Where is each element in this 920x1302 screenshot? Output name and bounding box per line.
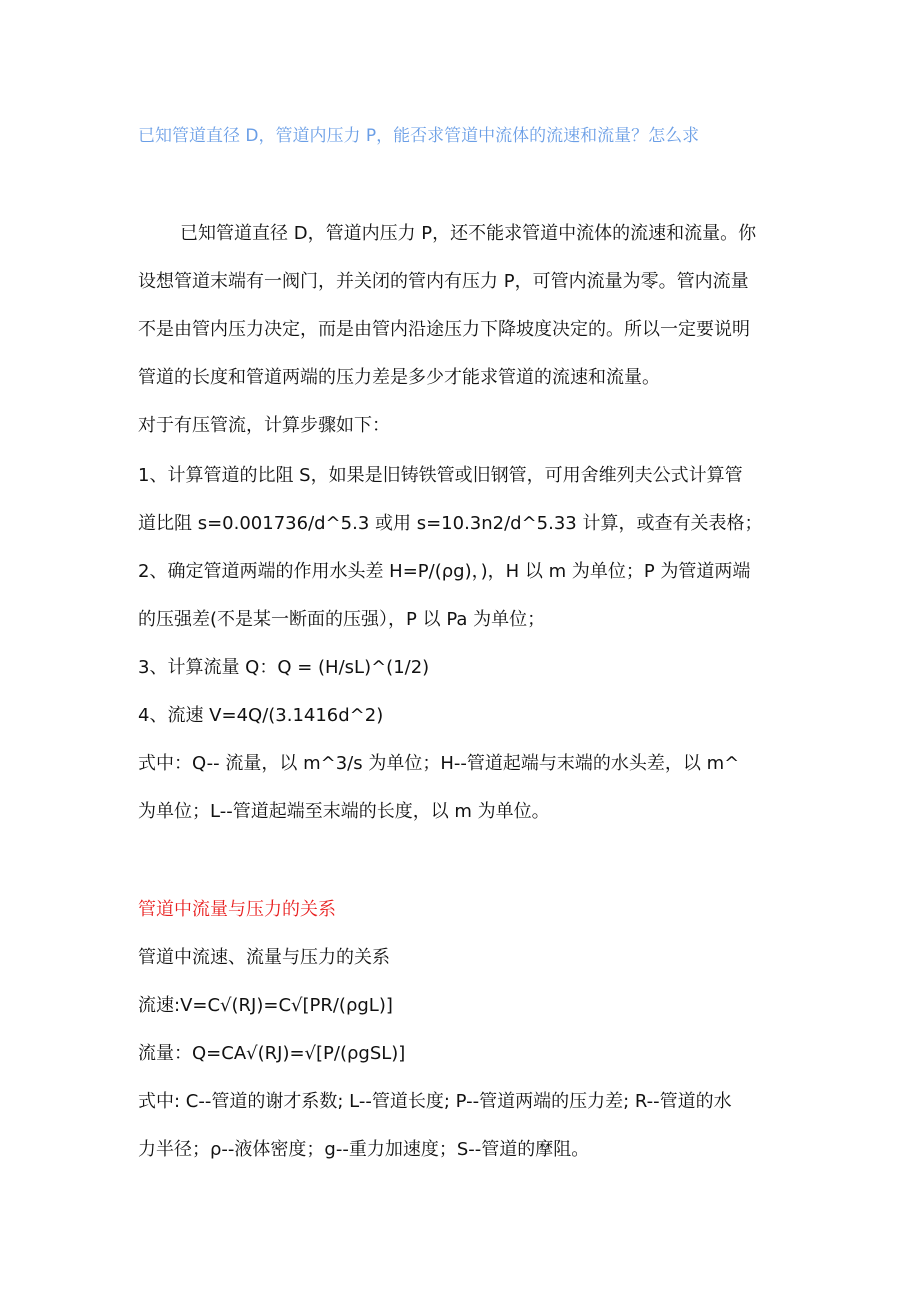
- intro-line-4: 管道的长度和管道两端的压力差是多少才能求管道的流速和流量。: [138, 367, 660, 388]
- velocity-formula: 流速:V=C√(RJ)=C√[PR/(ρgL)]: [138, 995, 393, 1016]
- document-title: 已知管道直径 D，管道内压力 P，能否求管道中流体的流速和流量？怎么求: [138, 126, 700, 146]
- step-2-line-1: 2、确定管道两端的作用水头差 H=P/(ρg)，)，H 以 m 为单位；P 为管道两端: [138, 561, 751, 582]
- steps-intro: 对于有压管流，计算步骤如下：: [138, 415, 390, 436]
- step-3: 3、计算流量 Q：Q = (H/sL)^(1/2): [138, 657, 430, 678]
- section-subtitle: 管道中流速、流量与压力的关系: [138, 947, 390, 968]
- step-1-line-2: 道比阻 s=0.001736/d^5.3 或用 s=10.3n2/d^5.33 计算，或查有关表格；: [138, 513, 763, 534]
- where-1-line-2: 为单位；L--管道起端至末端的长度，以 m 为单位。: [138, 801, 550, 822]
- section-heading: 管道中流量与压力的关系: [138, 899, 336, 920]
- step-2-line-2: 的压强差(不是某一断面的压强），P 以 Pa 为单位；: [138, 609, 546, 630]
- intro-line-3: 不是由管内压力决定，而是由管内沿途压力下降坡度决定的。所以一定要说明: [138, 319, 750, 340]
- where-1-line-1: 式中：Q-- 流量，以 m^3/s 为单位；H--管道起端与末端的水头差，以 m^: [138, 753, 740, 774]
- where-2-line-1: 式中: C--管道的谢才系数; L--管道长度; P--管道两端的压力差; R--管道的水: [138, 1091, 732, 1112]
- step-4: 4、流速 V=4Q/(3.1416d^2): [138, 705, 384, 726]
- step-1-line-1: 1、计算管道的比阻 S，如果是旧铸铁管或旧钢管，可用舍维列夫公式计算管: [138, 465, 743, 486]
- where-2-line-2: 力半径；ρ--液体密度；g--重力加速度；S--管道的摩阻。: [138, 1139, 590, 1160]
- intro-line-2: 设想管道末端有一阀门，并关闭的管内有压力 P，可管内流量为零。管内流量: [138, 271, 749, 292]
- intro-line-1: 已知管道直径 D，管道内压力 P，还不能求管道中流体的流速和流量。你: [180, 223, 757, 244]
- flow-formula: 流量：Q=CA√(RJ)=√[P/(ρgSL)]: [138, 1043, 406, 1064]
